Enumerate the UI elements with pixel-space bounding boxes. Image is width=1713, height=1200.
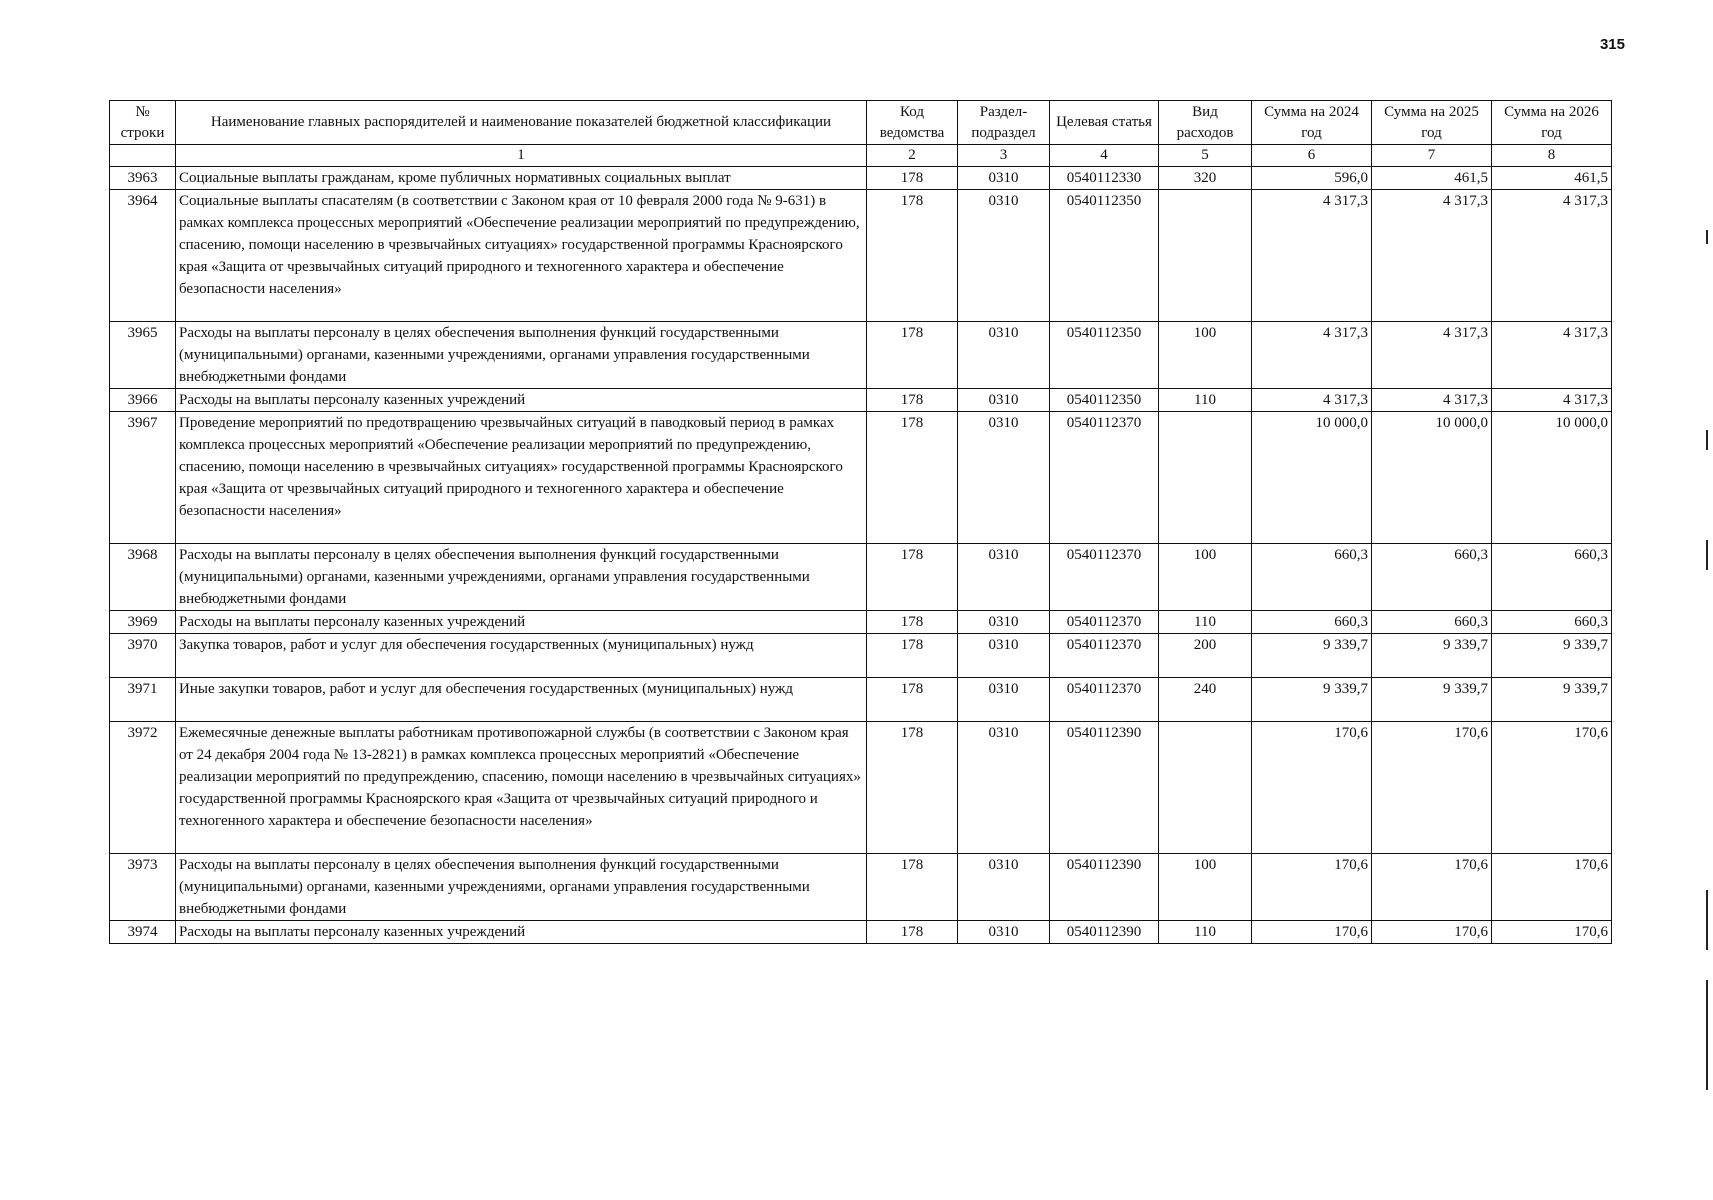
- scan-edge-mark: [1706, 430, 1708, 450]
- header-sum-2024: Сумма на 2024 год: [1252, 101, 1372, 145]
- row-dept-code: 178: [867, 412, 958, 544]
- row-sum-2026: 4 317,3: [1492, 322, 1612, 389]
- row-dept-code: 178: [867, 322, 958, 389]
- row-target: 0540112350: [1050, 322, 1159, 389]
- header-target: Целевая статья: [1050, 101, 1159, 145]
- row-section: 0310: [958, 611, 1050, 634]
- row-section: 0310: [958, 412, 1050, 544]
- row-sum-2024: 4 317,3: [1252, 190, 1372, 322]
- row-sum-2025: 660,3: [1372, 544, 1492, 611]
- row-sum-2025: 4 317,3: [1372, 389, 1492, 412]
- page-number: 315: [1599, 36, 1625, 53]
- row-dept-code: 178: [867, 611, 958, 634]
- row-section: 0310: [958, 722, 1050, 854]
- row-sum-2026: 170,6: [1492, 921, 1612, 944]
- row-number: 3968: [110, 544, 176, 611]
- table-row: [110, 611, 1612, 634]
- row-number: 3965: [110, 322, 176, 389]
- table-row: [110, 634, 1612, 678]
- row-target: 0540112350: [1050, 190, 1159, 322]
- row-sum-2024: 596,0: [1252, 167, 1372, 190]
- row-name: Расходы на выплаты персоналу в целях обеспечения выполнения функций государственными (муниципальными) органами, казенными учреждениями, органами управления государственными внебюджетными фондами: [176, 544, 867, 611]
- header-rownum: № строки: [110, 101, 176, 145]
- header-name: Наименование главных распорядителей и наименование показателей бюджетной классификации: [176, 101, 867, 145]
- column-number: 5: [1159, 145, 1252, 167]
- header-sum-2026: Сумма на 2026 год: [1492, 101, 1612, 145]
- row-target: 0540112390: [1050, 921, 1159, 944]
- row-dept-code: 178: [867, 544, 958, 611]
- row-target: 0540112370: [1050, 678, 1159, 722]
- row-target: 0540112390: [1050, 854, 1159, 921]
- row-name: Закупка товаров, работ и услуг для обеспечения государственных (муниципальных) нужд: [176, 634, 867, 678]
- row-section: 0310: [958, 167, 1050, 190]
- row-name: Расходы на выплаты персоналу казенных учреждений: [176, 611, 867, 634]
- scan-edge-mark: [1706, 540, 1708, 570]
- row-name: Социальные выплаты гражданам, кроме публичных нормативных социальных выплат: [176, 167, 867, 190]
- row-number: 3966: [110, 389, 176, 412]
- row-sum-2024: 170,6: [1252, 921, 1372, 944]
- table-row: [110, 678, 1612, 722]
- row-expense-type: 200: [1159, 634, 1252, 678]
- row-target: 0540112370: [1050, 544, 1159, 611]
- table-row: [110, 167, 1612, 190]
- row-section: 0310: [958, 854, 1050, 921]
- row-dept-code: 178: [867, 722, 958, 854]
- column-number: 1: [176, 145, 867, 167]
- row-sum-2025: 461,5: [1372, 167, 1492, 190]
- scan-edge-mark: [1706, 230, 1708, 244]
- row-section: 0310: [958, 921, 1050, 944]
- row-dept-code: 178: [867, 921, 958, 944]
- row-sum-2024: 660,3: [1252, 544, 1372, 611]
- row-number: 3964: [110, 190, 176, 322]
- table-row: [110, 854, 1612, 921]
- row-number: 3971: [110, 678, 176, 722]
- row-sum-2026: 660,3: [1492, 544, 1612, 611]
- scan-edge-mark: [1706, 890, 1708, 950]
- column-number: 2: [867, 145, 958, 167]
- header-row: [110, 101, 1612, 145]
- row-sum-2026: 10 000,0: [1492, 412, 1612, 544]
- header-dept-code: Код ведомства: [867, 101, 958, 145]
- column-number: 6: [1252, 145, 1372, 167]
- row-expense-type: 110: [1159, 611, 1252, 634]
- row-sum-2024: 4 317,3: [1252, 322, 1372, 389]
- row-sum-2025: 9 339,7: [1372, 678, 1492, 722]
- row-name: Расходы на выплаты персоналу казенных учреждений: [176, 389, 867, 412]
- row-sum-2025: 170,6: [1372, 921, 1492, 944]
- row-section: 0310: [958, 678, 1050, 722]
- column-number: 4: [1050, 145, 1159, 167]
- row-dept-code: 178: [867, 389, 958, 412]
- row-name: Социальные выплаты спасателям (в соответствии с Законом края от 10 февраля 2000 года № 9-631) в рамках комплекса процессных мероприятий «Обеспечение реализации мероприятий по предупреждению, спасению, помощи населению в чрезвычайных ситуациях» государственной программы Красноярского края «Защита от чрезвычайных ситуаций природного и техногенного характера и обеспечение безопасности населения»: [176, 190, 867, 322]
- row-section: 0310: [958, 322, 1050, 389]
- row-sum-2025: 660,3: [1372, 611, 1492, 634]
- header-section: Раздел-подраздел: [958, 101, 1050, 145]
- row-sum-2026: 9 339,7: [1492, 634, 1612, 678]
- row-name: Расходы на выплаты персоналу в целях обеспечения выполнения функций государственными (муниципальными) органами, казенными учреждениями, органами управления государственными внебюджетными фондами: [176, 322, 867, 389]
- row-sum-2025: 4 317,3: [1372, 190, 1492, 322]
- row-number: 3967: [110, 412, 176, 544]
- row-dept-code: 178: [867, 167, 958, 190]
- row-name: Расходы на выплаты персоналу казенных учреждений: [176, 921, 867, 944]
- row-expense-type: 100: [1159, 544, 1252, 611]
- row-target: 0540112330: [1050, 167, 1159, 190]
- row-number: 3973: [110, 854, 176, 921]
- row-section: 0310: [958, 190, 1050, 322]
- row-expense-type: 320: [1159, 167, 1252, 190]
- row-sum-2026: 9 339,7: [1492, 678, 1612, 722]
- row-expense-type: [1159, 722, 1252, 854]
- row-target: 0540112370: [1050, 611, 1159, 634]
- table-row: [110, 544, 1612, 611]
- row-sum-2024: 170,6: [1252, 854, 1372, 921]
- table-row: [110, 190, 1612, 322]
- row-sum-2025: 170,6: [1372, 854, 1492, 921]
- row-expense-type: [1159, 412, 1252, 544]
- row-expense-type: 110: [1159, 921, 1252, 944]
- row-section: 0310: [958, 389, 1050, 412]
- row-sum-2024: 660,3: [1252, 611, 1372, 634]
- row-expense-type: 240: [1159, 678, 1252, 722]
- column-number: 8: [1492, 145, 1612, 167]
- row-dept-code: 178: [867, 634, 958, 678]
- table-row: [110, 322, 1612, 389]
- row-target: 0540112370: [1050, 412, 1159, 544]
- row-sum-2024: 4 317,3: [1252, 389, 1372, 412]
- row-expense-type: 100: [1159, 854, 1252, 921]
- row-sum-2025: 170,6: [1372, 722, 1492, 854]
- row-number: 3974: [110, 921, 176, 944]
- column-number-row: [110, 145, 1612, 167]
- table-row: [110, 412, 1612, 544]
- row-dept-code: 178: [867, 678, 958, 722]
- row-sum-2025: 4 317,3: [1372, 322, 1492, 389]
- column-number: 3: [958, 145, 1050, 167]
- table-row: [110, 921, 1612, 944]
- row-target: 0540112370: [1050, 634, 1159, 678]
- row-sum-2024: 9 339,7: [1252, 678, 1372, 722]
- row-sum-2024: 170,6: [1252, 722, 1372, 854]
- row-sum-2025: 10 000,0: [1372, 412, 1492, 544]
- row-sum-2026: 170,6: [1492, 722, 1612, 854]
- table-header: [110, 101, 1612, 167]
- budget-table: [109, 100, 1612, 944]
- row-name: Проведение мероприятий по предотвращению чрезвычайных ситуаций в паводковый период в рамках комплекса процессных мероприятий «Обеспечение реализации мероприятий по предупреждению, спасению, помощи населению в чрезвычайных ситуациях» государственной программы Красноярского края «Защита от чрезвычайных ситуаций природного и техногенного характера и обеспечение безопасности населения»: [176, 412, 867, 544]
- row-name: Ежемесячные денежные выплаты работникам противопожарной службы (в соответствии с Законом края от 24 декабря 2004 года № 13-2821) в рамках комплекса процессных мероприятий «Обеспечение реализации мероприятий по предупреждению, спасению, помощи населению в чрезвычайных ситуациях» государственной программы Красноярского края «Защита от чрезвычайных ситуаций природного и техногенного характера и обеспечение безопасности населения»: [176, 722, 867, 854]
- row-target: 0540112390: [1050, 722, 1159, 854]
- row-target: 0540112350: [1050, 389, 1159, 412]
- header-expense-type: Вид расходов: [1159, 101, 1252, 145]
- header-sum-2025: Сумма на 2025 год: [1372, 101, 1492, 145]
- row-sum-2025: 9 339,7: [1372, 634, 1492, 678]
- scan-edge-mark: [1706, 980, 1708, 1090]
- table-row: [110, 389, 1612, 412]
- row-number: 3970: [110, 634, 176, 678]
- row-sum-2026: 461,5: [1492, 167, 1612, 190]
- row-name: Расходы на выплаты персоналу в целях обеспечения выполнения функций государственными (муниципальными) органами, казенными учреждениями, органами управления государственными внебюджетными фондами: [176, 854, 867, 921]
- row-expense-type: 100: [1159, 322, 1252, 389]
- row-dept-code: 178: [867, 854, 958, 921]
- row-sum-2024: 9 339,7: [1252, 634, 1372, 678]
- row-section: 0310: [958, 634, 1050, 678]
- row-expense-type: 110: [1159, 389, 1252, 412]
- row-sum-2026: 660,3: [1492, 611, 1612, 634]
- row-section: 0310: [958, 544, 1050, 611]
- row-dept-code: 178: [867, 190, 958, 322]
- column-number: [110, 145, 176, 167]
- row-number: 3963: [110, 167, 176, 190]
- row-number: 3969: [110, 611, 176, 634]
- table-row: [110, 722, 1612, 854]
- row-sum-2026: 170,6: [1492, 854, 1612, 921]
- column-number: 7: [1372, 145, 1492, 167]
- row-name: Иные закупки товаров, работ и услуг для обеспечения государственных (муниципальных) нужд: [176, 678, 867, 722]
- row-number: 3972: [110, 722, 176, 854]
- row-expense-type: [1159, 190, 1252, 322]
- row-sum-2026: 4 317,3: [1492, 389, 1612, 412]
- row-sum-2024: 10 000,0: [1252, 412, 1372, 544]
- row-sum-2026: 4 317,3: [1492, 190, 1612, 322]
- table-body: [110, 167, 1612, 944]
